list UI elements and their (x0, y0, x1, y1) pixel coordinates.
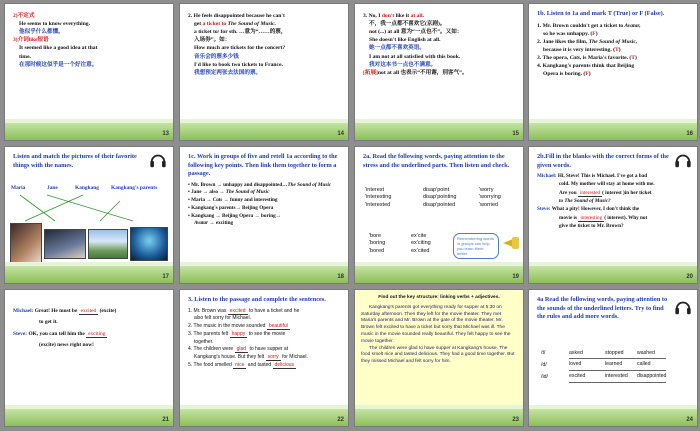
text-span: like it (394, 13, 411, 19)
word-group-excite (411, 233, 431, 255)
passage-paragraph-2: The children were glad to have supper at Kangkang's house. The food smelt nice and tasted delicious. They had a good time together. But they missed Michael and felt sorry for him. (361, 345, 515, 365)
word: disap'pointed (423, 201, 456, 208)
text-line: I'd like to book two tickets to France. (194, 61, 283, 68)
page-number: 21 (162, 417, 169, 423)
sentence: Kangkang's house. But they felt (194, 354, 266, 360)
exercise-title: 2a. Read the following words, paying attention to the stress and the underlined parts. Then listen and check. (363, 153, 510, 169)
page-number: 22 (337, 417, 344, 423)
slide-15[interactable] (354, 3, 524, 141)
sentence: to have supper at (248, 346, 289, 353)
match-line (25, 195, 83, 221)
blank-answer-6[interactable]: nice (235, 361, 245, 368)
word: excited (569, 370, 601, 382)
word-group-worry (479, 187, 501, 209)
dialogue-line: give the ticket to Mr. Brown? (559, 222, 624, 229)
page-number: 13 (162, 131, 169, 137)
example-en-2b: time. (19, 53, 31, 60)
page-number: 23 (512, 417, 519, 423)
table-row (541, 358, 666, 370)
word: 'interested (365, 201, 391, 208)
table-row (541, 370, 666, 382)
sound-label: /id/ (541, 374, 548, 380)
sound-label: /d/ (541, 362, 547, 368)
example-en-2: It seemed like a good idea at that (19, 45, 98, 52)
grass-footer (180, 408, 348, 426)
word-group-interest (365, 187, 391, 209)
word: 'worried (479, 201, 499, 208)
text-span: → unhappy and disappointed… (216, 181, 288, 188)
slide-21[interactable] (4, 289, 174, 427)
speaker-michael: Michael: (537, 173, 557, 179)
text-span: → Beijing Opera → boring→ (215, 212, 281, 219)
grass-footer (355, 265, 523, 283)
text-span: → funny and interesting (222, 197, 278, 204)
film-title: The Sound of Music (225, 189, 270, 196)
word: disap'point (423, 187, 450, 193)
key-point: • Maria → Cats → funny and interesting (188, 197, 278, 204)
word: disappointed (633, 370, 666, 382)
question-2b: because it is very interesting. (543, 46, 612, 53)
text-span: → (206, 197, 213, 204)
exercise-title: Listen and match the pictures of their favorite things with the names. (13, 153, 137, 169)
text-line: 音乐会的票多少钱 (194, 53, 239, 60)
grass-footer (180, 265, 348, 283)
answer-1: F (592, 30, 596, 37)
word: washed (633, 348, 666, 358)
dialogue-line: to The Sound of Music? (559, 197, 611, 204)
blank-answer-3[interactable]: happy (231, 330, 246, 337)
key-point: • Kangkang's parents→ Beijing Opera (188, 204, 274, 211)
grass-footer (5, 122, 173, 140)
headphones-icon (674, 298, 692, 316)
sentence: 2. The music in the movie sounded (188, 323, 267, 329)
speaker-steve: Steve: (13, 330, 28, 337)
table-row (541, 348, 666, 358)
slide-20[interactable] (528, 146, 698, 284)
text-line: 不，我一点都不喜欢它(京剧)。 (369, 21, 446, 28)
word: 'bored (369, 247, 385, 254)
slide-13[interactable] (4, 3, 174, 141)
text-line: She doesn't like English at all. (369, 37, 441, 44)
speaker-steve: Steve: (537, 206, 551, 213)
word: called (633, 358, 666, 370)
sentence: and tasted (246, 361, 273, 368)
dialogue-line: Hi, Steve! This is Michael. I've got a bad (557, 173, 648, 179)
dialogue-line: (excite) (98, 308, 117, 314)
word-group-disappoint (423, 187, 456, 209)
exercise-title: 1b. Listen to 1a and mark T (True) or F (False). (537, 10, 665, 17)
example-cn: 他似乎什么都懂。 (19, 29, 64, 36)
text-span: 3. No, I (363, 13, 382, 19)
text-line: not (...) at all 意为“一点也不”。又如： (369, 29, 463, 36)
word: interested (601, 370, 633, 382)
word: ex'cite (411, 233, 427, 239)
answer-3: T (631, 54, 635, 61)
text-line: a ticket to/ for sth. …意为“……的票， (194, 29, 287, 36)
trumpet-icon (501, 231, 521, 253)
text-span: Jane (191, 189, 203, 196)
sentence: for Michael. (280, 354, 308, 360)
film-title: The Sound of Music. (226, 21, 277, 28)
blank-answer-2[interactable]: beautiful (268, 323, 288, 329)
text-span: → also → (202, 189, 226, 196)
slide-14[interactable] (179, 3, 349, 141)
question-2: 2. Jane likes the film, (537, 38, 588, 45)
match-line (100, 201, 120, 221)
word: ex'citing (411, 240, 431, 247)
grass-footer (529, 265, 697, 283)
text-span: Kangkang's parents→ Beijing Opera (191, 204, 274, 211)
key-point: • Mr. Brown → unhappy and disappointed…The Sound of Music (188, 181, 332, 188)
exercise-title: 2b.Fill in the blanks with the correct forms of the given words. (537, 153, 669, 169)
text-span: Kangkang (191, 212, 216, 219)
page-number: 18 (337, 274, 344, 280)
question-1b: so he was unhappy. (543, 30, 590, 37)
word: asked (569, 348, 601, 358)
sentence: together. (194, 338, 214, 345)
text-line: I am not at all satisfied with this book. (369, 53, 461, 60)
exercise-title: 4a Read the following words, paying attention to the sounds of the underlined letters. Try to find the rules and add more words. (537, 296, 668, 320)
word: disap'pointing (423, 194, 457, 201)
tip-bubble: Remembering words in groups can help you learn them better. (453, 233, 499, 259)
question-1: 1. Mr. Brown couldn't get a ticket to (537, 22, 624, 29)
exercise-title: Find out the key structure: linking verbs + adjectives. (378, 295, 500, 300)
blank-answer-1[interactable]: excited (80, 308, 97, 314)
sentence: 5. The food smelled (188, 361, 234, 368)
blank-answer-1[interactable]: excited (229, 307, 246, 314)
dialogue-line: OK, you can tell him the (28, 330, 87, 337)
name-kangkang-parents: Kangkang's parents (111, 185, 158, 191)
headphones-icon (149, 151, 167, 169)
question-4b: Opera is boring. (543, 71, 583, 78)
passage-paragraph-1: Kangkang's parents got everything ready for supper at 5:30 on Saturday afternoon. Then they left for the movie theater. They met Maria's parents and Mr. Brown at the gate of the movie theater. Mr. Brown felt excited to have a ticket but sorry that Michael was ill. The music in the movie sounded really beautiful. They felt happy to see the movie together. (361, 304, 511, 344)
sentence: to have a ticket and he (247, 307, 300, 314)
blank-answer-2[interactable]: exciting (88, 330, 106, 337)
grass-footer (529, 408, 697, 426)
answer-2: T (615, 46, 619, 53)
opera-title: Cats, (569, 54, 582, 61)
speaker-michael: Michael: (13, 308, 34, 314)
page-number: 14 (337, 131, 344, 137)
headphones-icon (674, 151, 692, 169)
page-number: 16 (686, 131, 693, 137)
blank-answer-7[interactable]: delicious (274, 361, 295, 368)
word: ex'cited (411, 247, 430, 254)
page-number: 20 (686, 274, 693, 280)
sentence: 1. Mr. Brown was (188, 307, 228, 314)
word-group-bore (369, 233, 385, 255)
word: 'interest (365, 187, 385, 193)
sound-table (541, 348, 666, 383)
match-line (47, 195, 133, 221)
text-line: 她一点都不喜欢英语。 (369, 45, 425, 52)
text-span: . (422, 13, 424, 19)
picture-beijing-opera (10, 223, 42, 263)
text-span: Mr. Brown (191, 181, 217, 188)
text-line: How much are tickets for the concert? (194, 45, 286, 52)
exercise-title: 1c. Work in groups of five and retell 1a according to the following key points. Then link them together to form a passage. (188, 153, 338, 177)
grass-footer (5, 408, 173, 426)
grass-footer (5, 265, 173, 283)
highlight: don't (381, 13, 395, 19)
grass-footer (180, 122, 348, 140)
blank-answer-5[interactable]: sorry (267, 354, 279, 360)
word: 'interesting (365, 194, 392, 201)
word: 'boring (369, 240, 386, 247)
word: stopped (601, 348, 633, 358)
picture-cats (44, 229, 86, 259)
key-point: • Kangkang → Beijing Opera → boring→ (188, 212, 281, 219)
opera-title: Cats (212, 197, 223, 204)
dialogue-line: to get it. (39, 319, 58, 326)
picture-avatar (130, 227, 168, 261)
slide-16[interactable]: 1b. Listen to 1a and mark T (True) or F (False). 1. Mr. Brown couldn't get a ticket to Avatar, so he was unhappy. (F) 2. Jane likes the film, The Sound of Music, because it is very interesting. (T) 3. The opera, Cats, is Maria's favorite. (T) 4. Kangkang's parents think that Beijing Opera is boring. (F) 16 (528, 3, 698, 141)
text-line: 我想预定两张去法国的票。 (194, 69, 262, 76)
text-line: 2. He feels disappointed because he can't (188, 13, 285, 19)
blank-answer-2[interactable]: interesting (580, 214, 603, 221)
dialogue-line: movie is (559, 214, 579, 221)
key-point: • Jane → also → The Sound of Music (188, 189, 270, 196)
blank-answer-4[interactable]: glad (236, 346, 247, 353)
heading-like-phrase: 3)介词like短语 (13, 37, 49, 44)
word: loved (569, 358, 601, 370)
dialogue-line: ( interest). Why not (604, 214, 648, 221)
sentence: to see the movie (247, 330, 286, 337)
example-en: He seems to know everything. (19, 21, 91, 28)
question-3: 3. The opera, (537, 54, 570, 61)
slide-17[interactable] (4, 146, 174, 284)
word: learned (601, 358, 633, 370)
sentence: 3. The parents felt (188, 330, 230, 337)
text-span: not at all 也表示“不用谢，别客气”。 (377, 69, 468, 76)
text-span: get (194, 21, 203, 28)
question-3b: is Maria's favorite. (581, 54, 628, 61)
film-title: The Sound of Music (287, 181, 332, 188)
slide-22[interactable] (179, 289, 349, 427)
slide-23[interactable] (354, 289, 524, 427)
page-number: 24 (686, 417, 693, 423)
name-maria: Maria (11, 185, 26, 191)
dialogue-line: Great! He must be (34, 308, 79, 314)
question-4: 4. Kangkang's parents think that Beijing (537, 63, 635, 70)
grass-footer (529, 122, 697, 140)
word: 'worry (479, 187, 494, 193)
grass-footer (355, 122, 523, 140)
text-span: Maria (191, 197, 207, 204)
match-line (20, 195, 55, 221)
film-title: The Sound of Music, (587, 38, 638, 45)
answer-4: F (585, 71, 589, 78)
highlight-phrase: a ticket to (202, 21, 227, 28)
slide-18[interactable] (179, 146, 349, 284)
dialogue-line: Are you (559, 189, 578, 196)
film-title: Avatar, (623, 22, 641, 29)
match-lines (5, 187, 174, 227)
grass-footer (355, 408, 523, 426)
page-number: 17 (162, 274, 169, 280)
name-kangkang: Kangkang (75, 185, 99, 191)
sound-label: /t/ (541, 350, 546, 356)
page-number: 19 (512, 274, 519, 280)
dialogue-line: cold. My mother will stay at home with me. (559, 181, 655, 188)
heading-infinitive: 2)不定式 (13, 13, 35, 19)
page-number: 15 (512, 131, 519, 137)
highlight: at all (410, 13, 423, 19)
dialogue-line: (excite) news right now! (39, 342, 94, 349)
word: 'worrying (479, 194, 501, 201)
name-jane: Jane (47, 185, 58, 191)
exercise-title: 3. Listen to the passage and complete the sentences. (188, 296, 326, 303)
dialogue-line: What a pity! However, I don't think the (551, 206, 640, 213)
example-cn-2: 在那时候这似乎是一个好注意。 (19, 61, 98, 68)
sentence: also felt sorry for Michael. (194, 315, 251, 322)
word: 'bore (369, 233, 382, 239)
extension-tag: [拓展] (363, 69, 378, 76)
dialogue-line: ( interest )in her ticket (602, 189, 652, 196)
slide-19[interactable] (354, 146, 524, 284)
text-line: 入场券”。如： (194, 37, 231, 44)
blank-answer-1[interactable]: interested (579, 189, 601, 196)
text-span: → exciting (208, 220, 234, 227)
text-line: 我对这本书一点也不满意。 (369, 61, 437, 68)
slide-24[interactable] (528, 289, 698, 427)
picture-sound-of-music (88, 229, 128, 259)
film-title: Avatar (194, 220, 209, 227)
sentence: 4. The children were (188, 346, 235, 353)
